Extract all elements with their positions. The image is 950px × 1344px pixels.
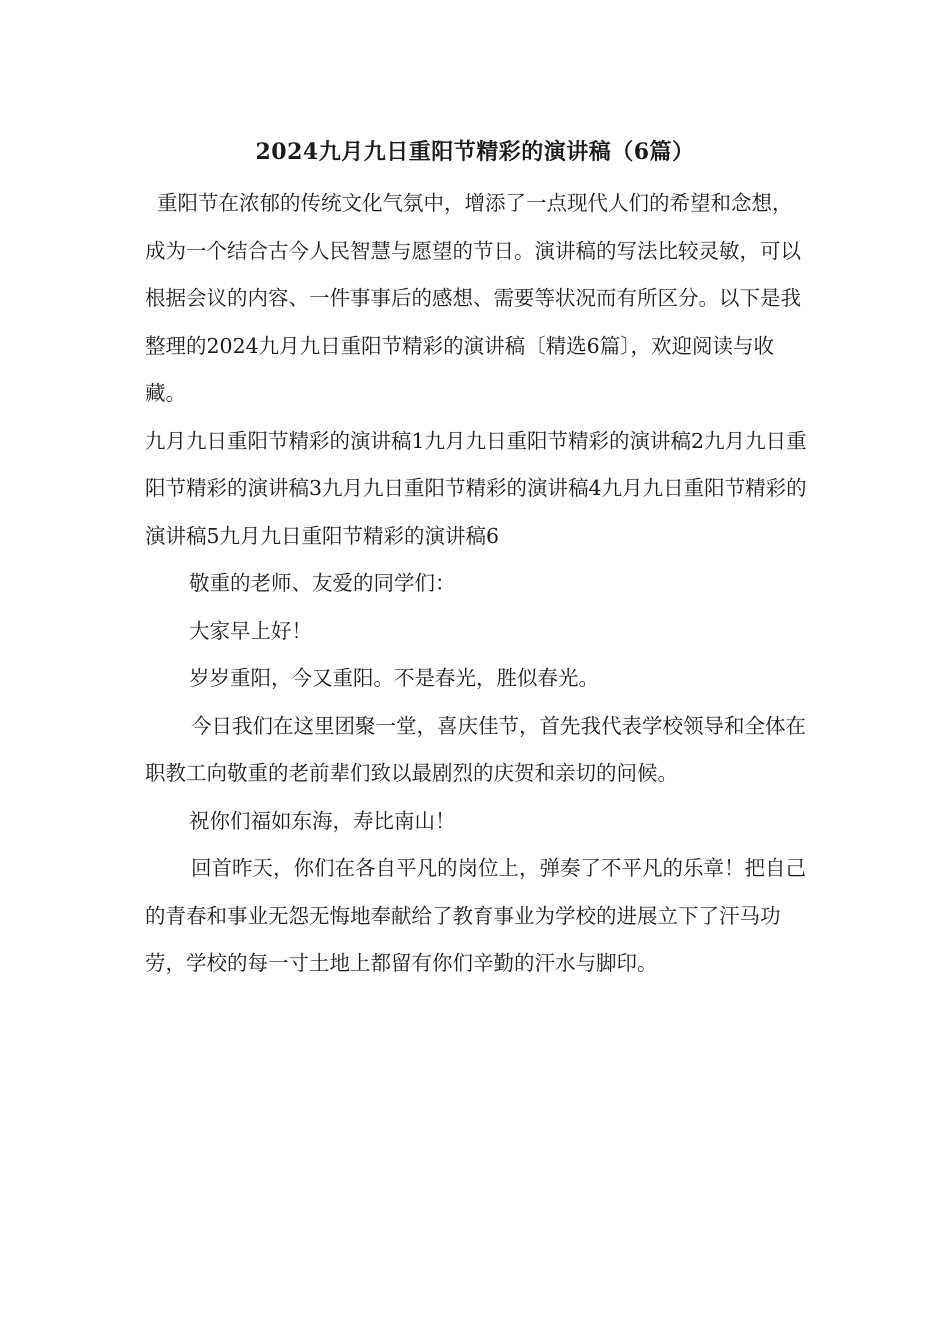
document-body xyxy=(145,180,810,988)
document-title: 2024九月九日重阳节精彩的演讲稿（6篇） xyxy=(255,139,695,165)
greeting-paragraph: 敬重的老师、友爱的同学们： xyxy=(189,571,456,595)
blessing-paragraph: 祝你们福如东海，寿比南山！ xyxy=(189,808,456,833)
intro-paragraph: 重阳节在浓郁的传统文化气氛中，增添了一点现代人们的希望和念想，成为一个结合古今人民智慧与愿望的节日。演讲稿的写法比较灵敏，可以根据会议的内容、一件事事后的感想、需要等状况而有所区分。以下是我整理的2024九月九日重阳节精彩的演讲稿〔精选6篇〕，欢迎阅读与收藏。 xyxy=(145,191,801,405)
morning-greeting-paragraph: 大家早上好！ xyxy=(189,618,312,643)
retrospect-paragraph: 回首昨天，你们在各自平凡的岗位上，弹奏了不平凡的乐章！把自己的青春和事业无怨无悔地奉献给了教育事业为学校的进展立下了汗马功劳，学校的每一寸土地上都留有你们辛勤的汗水与脚印。 xyxy=(145,856,806,975)
table-of-contents: 九月九日重阳节精彩的演讲稿1九月九日重阳节精彩的演讲稿2九月九日重阳节精彩的演讲稿3九月九日重阳节精彩的演讲稿4九月九日重阳节精彩的演讲稿5九月九日重阳节精彩的演讲稿6 xyxy=(145,428,807,548)
celebration-paragraph: 今日我们在这里团聚一堂，喜庆佳节，首先我代表学校领导和全体在职教工向敬重的老前辈们致以最剧烈的庆贺和亲切的问候。 xyxy=(145,713,806,785)
poem-line-paragraph: 岁岁重阳，今又重阳。不是春光，胜似春光。 xyxy=(189,666,599,690)
